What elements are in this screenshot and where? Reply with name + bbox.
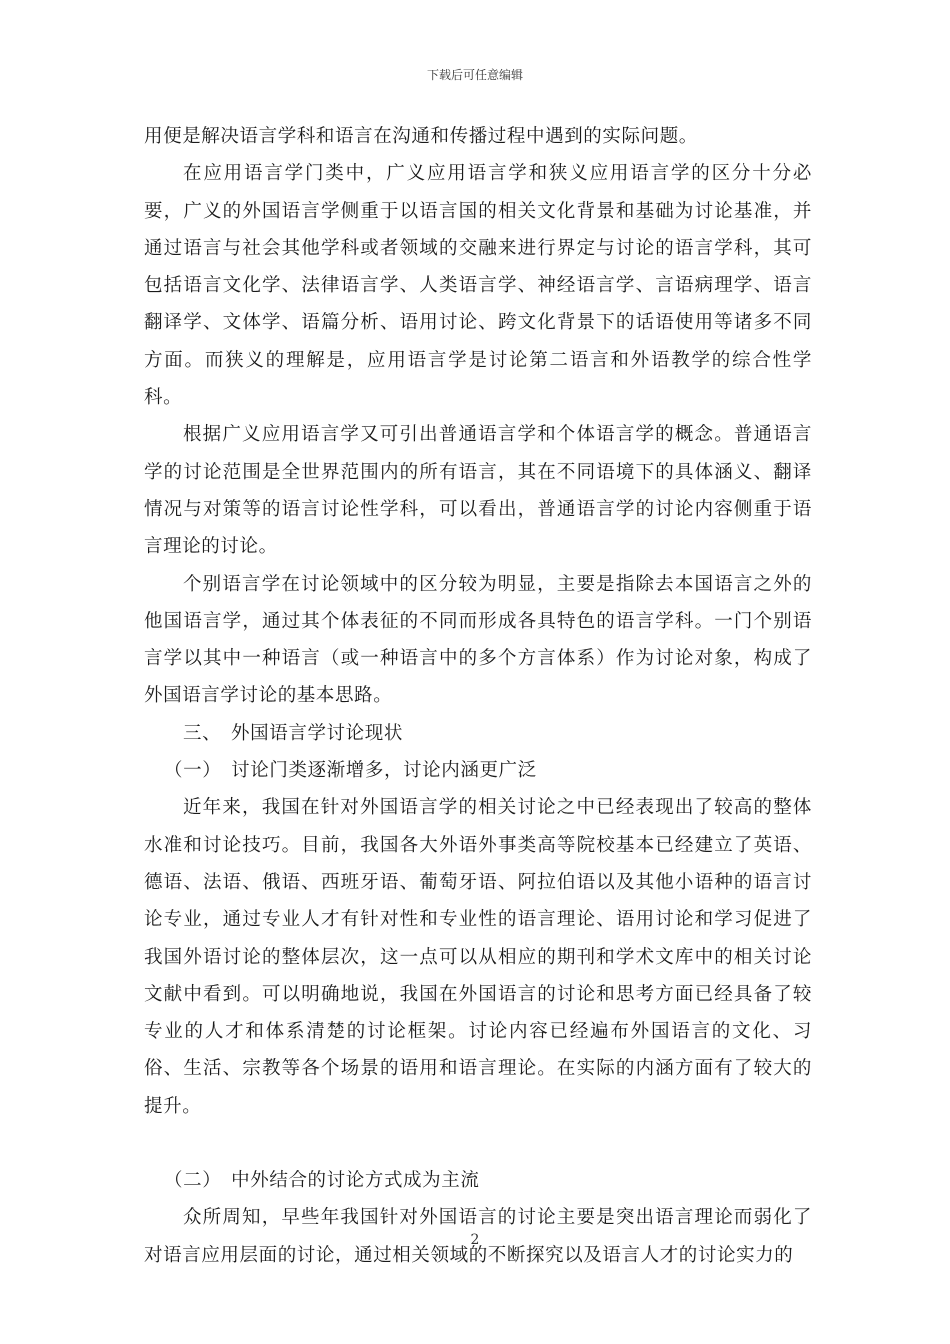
paragraph: 个别语言学在讨论领域中的区分较为明显，主要是指除去本国语言之外的他国语言学，通过其个体表征的不同而形成各具特色的语言学科。一门个别语言学以其中一种语言（或一种语言中的多个方言体系）作为讨论对象，构成了外国语言学讨论的基本思路。 (144, 573, 812, 707)
paragraph: 众所周知，早些年我国针对外国语言的讨论主要是突出语言理论而弱化了对语言应用层面的讨论，通过相关领域的不断探究以及语言人才的讨论实力的 (144, 1207, 812, 1266)
paragraph: 近年来，我国在针对外国语言学的相关讨论之中已经表现出了较高的整体水准和讨论技巧。目前，我国各大外语外事类高等院校基本已经建立了英语、德语、法语、俄语、西班牙语、葡萄牙语、阿拉伯语以及其他小语种的语言讨论专业，通过专业人才有针对性和专业性的语言理论、语用讨论和学习促进了我国外语讨论的整体层次，这一点可以从相应的期刊和学术文库中的相关讨论文献中看到。可以明确地说，我国在外国语言的讨论和思考方面已经具备了较专业的人才和体系清楚的讨论框架。讨论内容已经遍布外国语言的文化、习俗、生活、宗教等各个场景的语用和语言理论。在实际的内涵方面有了较大的提升。 (144, 797, 812, 1117)
page-header: 下载后可任意编辑 (426, 68, 523, 82)
section-heading: 三、 外国语言学讨论现状 (183, 722, 403, 744)
paragraph-continuation: 用便是解决语言学科和语言在沟通和传播过程中遇到的实际问题。 (144, 126, 698, 147)
page-number: 2 (470, 1232, 480, 1248)
paragraph: 在应用语言学门类中，广义应用语言学和狭义应用语言学的区分十分必要，广义的外国语言学侧重于以语言国的相关文化背景和基础为讨论基准，并通过语言与社会其他学科或者领域的交融来进行界定与讨论的语言学科，其可包括语言文化学、法律语言学、人类语言学、神经语言学、言语病理学、语言翻译学、文体学、语篇分析、语用讨论、跨文化背景下的话语使用等诸多不同方面。而狭义的理解是，应用语言学是讨论第二语言和外语教学的综合性学科。 (144, 163, 812, 409)
subsection-heading: （一） 讨论门类逐渐增多，讨论内涵更广泛 (164, 760, 537, 782)
paragraph: 根据广义应用语言学又可引出普通语言学和个体语言学的概念。普通语言学的讨论范围是全世界范围内的所有语言，其在不同语境下的具体涵义、翻译情况与对策等的语言讨论性学科，可以看出，普通语言学的讨论内容侧重于语言理论的讨论。 (144, 424, 812, 558)
blank-line (144, 1125, 812, 1162)
document-body (144, 118, 812, 1274)
subsection-heading: （二） 中外结合的讨论方式成为主流 (164, 1170, 480, 1192)
